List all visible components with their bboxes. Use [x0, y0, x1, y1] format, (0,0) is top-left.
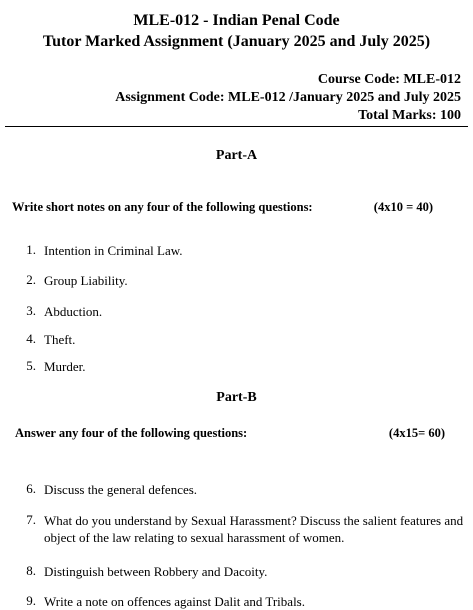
question-text: Group Liability.	[44, 273, 128, 288]
header-divider	[5, 126, 468, 127]
document-subtitle: Tutor Marked Assignment (January 2025 and July 2025)	[42, 33, 431, 50]
question-number: 1.	[26, 242, 36, 257]
document-title: MLE-012 - Indian Penal Code	[133, 12, 340, 29]
part-b-heading: Part-B	[216, 390, 257, 405]
part-a-heading: Part-A	[215, 148, 258, 163]
question-number: 7.	[26, 512, 36, 527]
question-text: Murder.	[44, 359, 86, 374]
question-number: 8.	[26, 563, 36, 578]
question-number: 4.	[26, 331, 36, 346]
question-text: What do you understand by Sexual Harassment? Discuss the salient features and object of the law relating to sexual harassment of women.	[44, 513, 464, 545]
question-number: 9.	[26, 593, 36, 608]
question-text: Abduction.	[44, 304, 103, 319]
part-b-marks: (4x15= 60)	[388, 426, 445, 440]
question-text: Theft.	[44, 332, 76, 347]
question-text: Intention in Criminal Law.	[44, 243, 183, 258]
part-a-instruction: Write short notes on any four of the following questions:	[12, 200, 313, 214]
question-text: Distinguish between Robbery and Dacoity.	[44, 564, 268, 579]
question-number: 3.	[26, 303, 36, 318]
part-a-marks: (4x10 = 40)	[373, 200, 433, 214]
question-text: Write a note on offences against Dalit and Tribals.	[44, 594, 305, 609]
total-marks: Total Marks: 100	[358, 108, 461, 123]
assignment-code: Assignment Code: MLE-012 /January 2025 and July 2025	[115, 90, 461, 105]
question-number: 2.	[26, 272, 36, 287]
question-number: 6.	[26, 481, 36, 496]
course-code: Course Code: MLE-012	[317, 72, 461, 87]
question-text: Discuss the general defences.	[44, 482, 198, 497]
part-b-instruction: Answer any four of the following questions:	[15, 426, 248, 440]
question-number: 5.	[26, 358, 36, 373]
